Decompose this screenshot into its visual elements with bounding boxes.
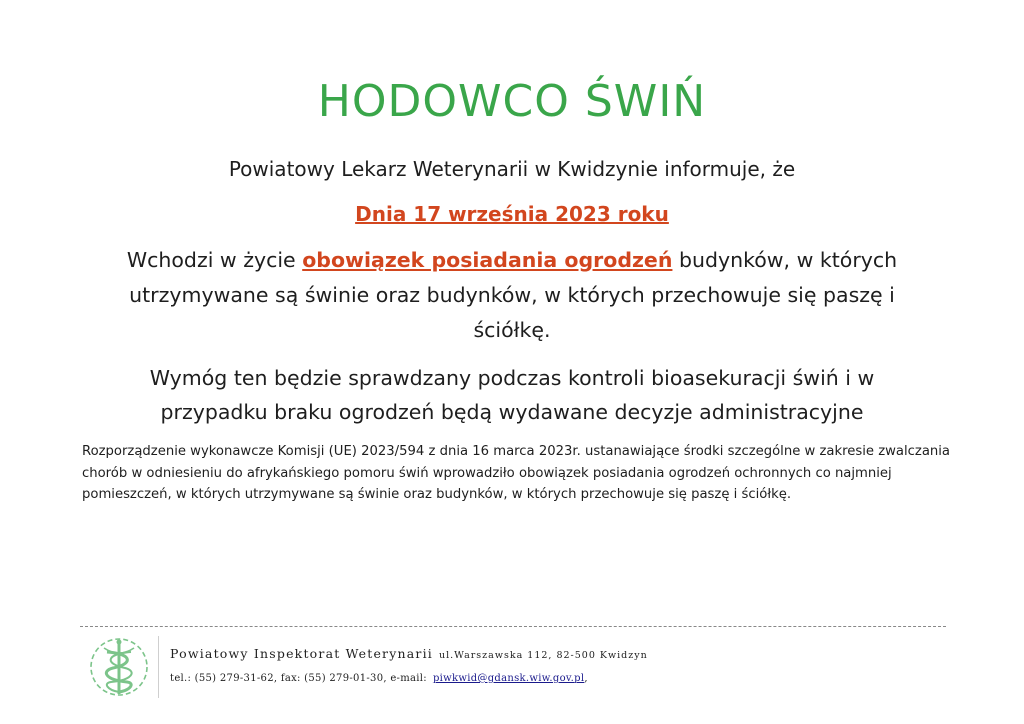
veterinary-caduceus-logo-icon [86, 634, 152, 700]
footer-separator [158, 636, 159, 698]
requirement-text-start: Wchodzi w życie [126, 248, 303, 272]
effective-date [0, 200, 1024, 228]
footer-divider [80, 626, 946, 627]
footer-address: ul.Warszawska 112, 82-500 Kwidzyn [438, 650, 648, 661]
footer-email-link[interactable]: piwkwid@gdansk.wiw.gov.pl [432, 673, 585, 684]
footer-org-name: Powiatowy Inspektorat Weterynarii [170, 646, 433, 661]
footer-org-line [170, 646, 648, 661]
inspection-paragraph: Wymóg ten będzie sprawdzany podczas kontroli bioasekuracji świń i w przypadku braku ogrodzeń będą wydawane decyzje administracyjne [149, 366, 875, 424]
requirement-paragraph [100, 243, 924, 348]
page-title: HODOWCO ŚWIŃ [317, 76, 707, 127]
footer-email-suffix: , [584, 673, 588, 684]
legal-basis-text: Rozporządzenie wykonawcze Komisji (UE) 2023/594 z dnia 16 marca 2023r. ustanawiające środki szczególne w zakresie zwalczania chorób w odniesieniu do afrykańskiego pomoru świń wprowadziło obowiązek posiadania ogrodzeń ochronnych co najmniej pomieszczeń, w których utrzymywane są świnie oraz budynków, w których przechowuje się paszę i ściółkę. [82, 444, 951, 502]
requirement-text-end: budynków, w których utrzymywane są świnie oraz budynków, w których przechowuje się paszę i ściółkę. [129, 248, 898, 342]
footer-contact-numbers: tel.: (55) 279-31-62, fax: (55) 279-01-30, e-mail: [170, 673, 427, 684]
requirement-highlight: obowiązek posiadania ogrodzeń [302, 248, 673, 272]
intro-text: Powiatowy Lekarz Weterynarii w Kwidzynie informuje, że [228, 157, 796, 181]
effective-date-text: Dnia 17 września 2023 roku [355, 202, 669, 226]
footer-contact-line [170, 673, 588, 684]
